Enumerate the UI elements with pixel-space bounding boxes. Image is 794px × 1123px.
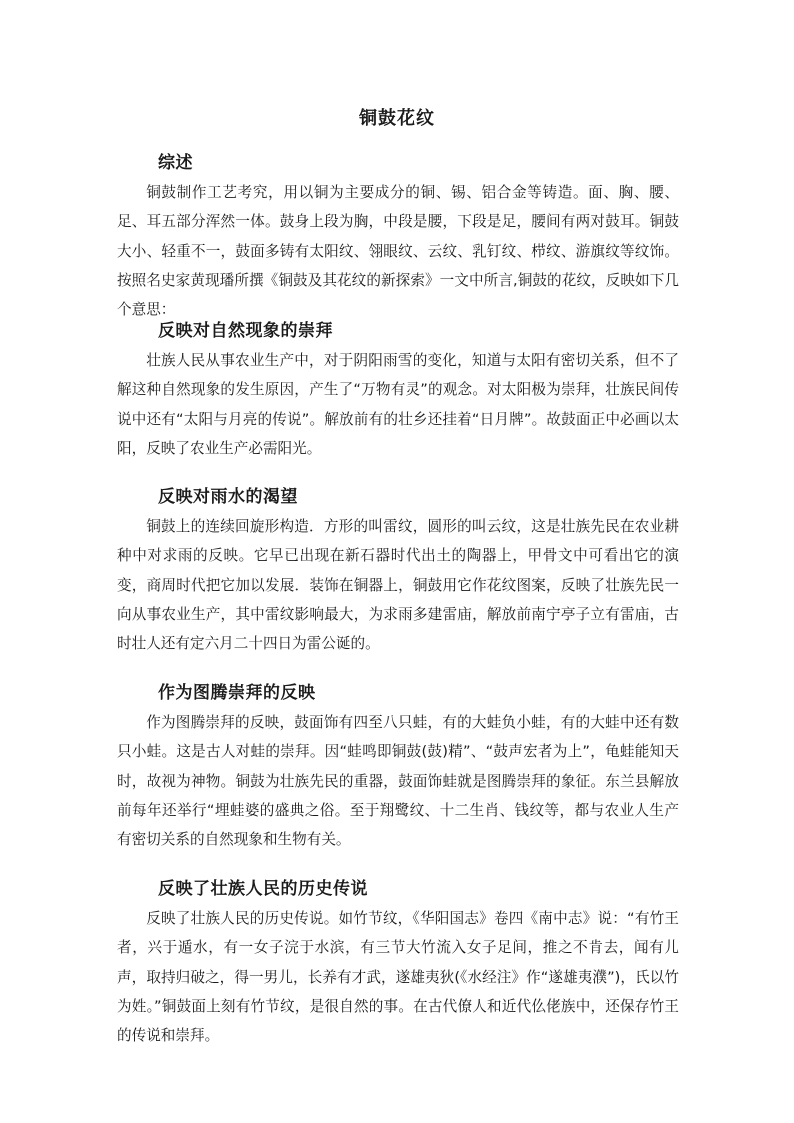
- section-paragraph-totem-worship: 作为图腾崇拜的反映，鼓面饰有四至八只蛙，有的大蛙负小蛙，有的大蛙中还有数只小蛙。这是古人对蛙的崇拜。因“蛙鸣即铜鼓(鼓)精”、“鼓声宏者为上”，龟蛙能知天时，故视为神物。铜鼓为壮族先民的重器，鼓面饰蛙就是图腾崇拜的象征。东兰县解放前每年还举行“埋蛙婆的盛典之俗。至于翔鹭纹、十二生肖、钱纹等，都与农业人生产有密切关系的自然现象和生物有关。: [117, 714, 679, 849]
- section-paragraph-historical-legend: 反映了壮族人民的历史传说。如竹节纹，《华阳国志》卷四《南中志》说：“有竹王者，兴于遁水，有一女子浣于水滨，有三节大竹流入女子足间，推之不肯去，闻有儿声，取持归破之，得一男儿，长养有才武，遂雄夷狄(《水经注》作“遂雄夷濮”)，氏以竹为姓。”铜鼓面上刻有竹节纹，是很自然的事。在古代僚人和近代仫佬族中，还保存竹王的传说和崇拜。: [117, 910, 679, 1045]
- section-heading-overview: 综述: [158, 153, 193, 173]
- section-heading-nature-worship: 反映对自然现象的崇拜: [158, 321, 333, 341]
- section-paragraph-overview: 铜鼓制作工艺考究，用以铜为主要成分的铜、锡、铝合金等铸造。面、胸、腰、足、耳五部分浑然一体。鼓身上段为胸，中段是腰，下段是足，腰间有两对鼓耳。铜鼓大小、轻重不一，鼓面多铸有太阳纹、翎眼纹、云纹、乳钉纹、栉纹、游旗纹等纹饰。按照名史家黄现璠所撰《铜鼓及其花纹的新探索》一文中所言,铜鼓的花纹，反映如下几个意思：: [117, 184, 679, 319]
- section-paragraph-nature-worship: 壮族人民从事农业生产中，对于阴阳雨雪的变化，知道与太阳有密切关系，但不了解这种自然现象的发生原因，产生了“万物有灵”的观念。对太阳极为崇拜，壮族民间传说中还有“太阳与月亮的传说”。解放前有的壮乡还挂着“日月牌”。故鼓面正中必画以太阳，反映了农业生产必需阳光。: [117, 352, 679, 457]
- section-heading-totem-worship: 作为图腾崇拜的反映: [158, 683, 316, 703]
- section-paragraph-rain-longing: 铜鼓上的连续回旋形构造．方形的叫雷纹，圆形的叫云纹，这是壮族先民在农业耕种中对求雨的反映。它早已出现在新石器时代出土的陶器上，甲骨文中可看出它的演变，商周时代把它加以发展．装饰在铜器上，铜鼓用它作花纹图案，反映了壮族先民一向从事农业生产，其中雷纹影响最大，为求雨多建雷庙，解放前南宁亭子立有雷庙，古时壮人还有定六月二十四日为雷公诞的。: [117, 518, 679, 653]
- section-heading-rain-longing: 反映对雨水的渴望: [158, 487, 298, 507]
- section-heading-historical-legend: 反映了壮族人民的历史传说: [158, 879, 368, 899]
- document-title: 铜鼓花纹: [359, 108, 435, 129]
